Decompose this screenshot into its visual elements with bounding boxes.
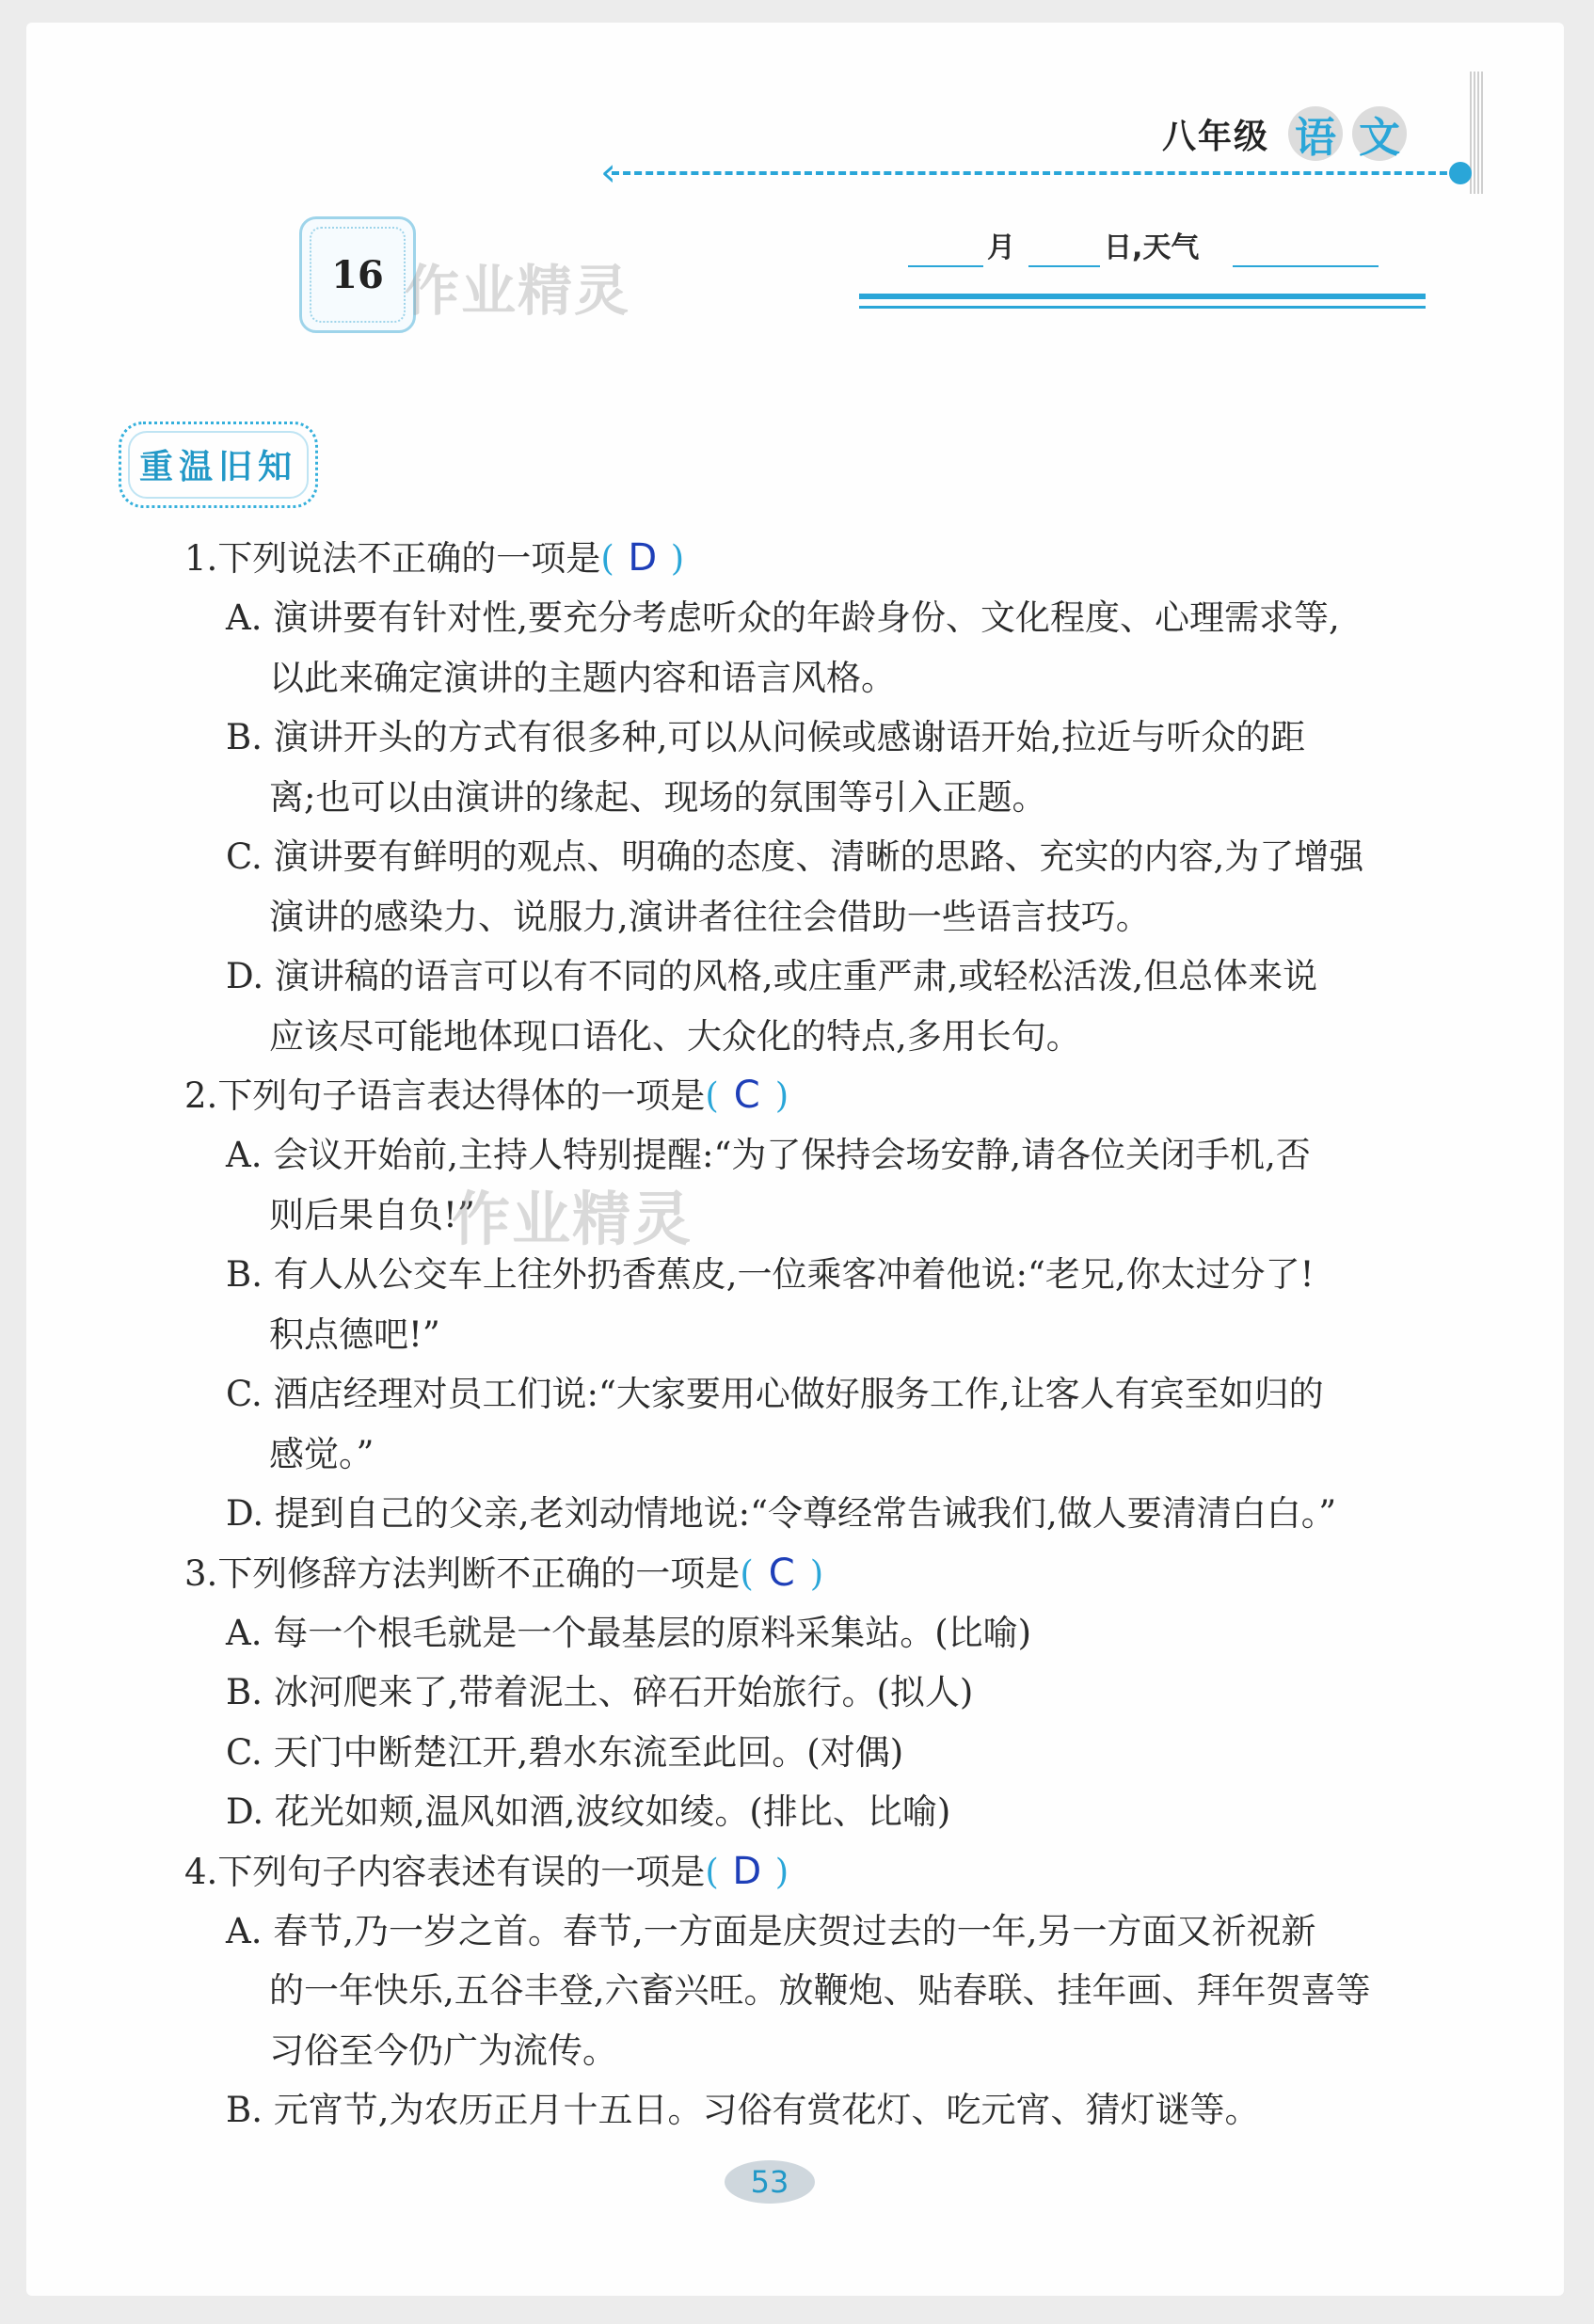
section-tag	[119, 422, 318, 508]
header-rule-thin	[859, 306, 1426, 309]
option-continuation: 感觉。”	[269, 1433, 375, 1474]
day-blank[interactable]	[1028, 265, 1100, 267]
answer-paren-close: )	[774, 1851, 789, 1892]
option-line: B. 元宵节,为农历正月十五日。习俗有赏花灯、吃元宵、猜灯谜等。	[226, 2090, 1260, 2130]
question-number: 3.	[184, 1552, 218, 1594]
header-rule	[859, 294, 1426, 299]
page-edge-decoration	[1470, 72, 1483, 194]
page-number: 53	[725, 2160, 815, 2204]
option-line: C. 演讲要有鲜明的观点、明确的态度、清晰的思路、充实的内容,为了增强	[226, 836, 1364, 877]
answer-paren-open: (	[600, 538, 614, 579]
arrow-left-icon: ‹	[600, 149, 616, 195]
option-line: C. 天门中断楚江开,碧水东流至此回。(对偶)	[226, 1731, 904, 1773]
question-text: 下列修辞方法判断不正确的一项是	[217, 1552, 741, 1594]
grade-subject-header	[1162, 105, 1407, 162]
day-weather-label: 日,天气	[1104, 231, 1200, 264]
answer-paren-open: (	[705, 1851, 719, 1892]
option-continuation: 以此来确定演讲的主题内容和语言风格。	[269, 657, 896, 698]
question-stem	[184, 1544, 1455, 1603]
grade-label: 八年级	[1162, 117, 1270, 156]
question-text: 下列说法不正确的一项是	[217, 538, 601, 579]
subject-char-2: 文	[1352, 106, 1407, 161]
answer-field[interactable]: D	[628, 536, 658, 580]
question-stem	[184, 1842, 1455, 1902]
option-line: B. 演讲开头的方式有很多种,可以从问候或感谢语开始,拉近与听众的距	[226, 717, 1306, 757]
date-weather-field	[908, 224, 1379, 271]
answer-paren-close: )	[774, 1075, 789, 1116]
question-stem	[184, 529, 1455, 588]
answer-field[interactable]: D	[732, 1849, 762, 1893]
option-continuation: 积点德吧!”	[269, 1313, 440, 1355]
answer-paren-close: )	[809, 1552, 824, 1594]
question-number: 2.	[184, 1075, 218, 1116]
option-line: A. 会议开始前,主持人特别提醒:“为了保持会场安静,请各位关闭手机,否	[226, 1135, 1311, 1175]
option-line: A. 每一个根毛就是一个最基层的原料采集站。(比喻)	[226, 1612, 1032, 1653]
lesson-badge	[299, 216, 416, 333]
question-stem	[184, 1066, 1455, 1125]
question-number: 1.	[184, 538, 218, 579]
option-line: D. 花光如颊,温风如酒,波纹如绫。(排比、比喻)	[226, 1791, 951, 1832]
lesson-number: 16	[331, 252, 384, 297]
section-title: 重温旧知	[138, 448, 297, 486]
question-number: 4.	[184, 1851, 218, 1892]
dot-icon	[1449, 162, 1472, 184]
month-blank[interactable]	[908, 265, 983, 267]
answer-field[interactable]: C	[733, 1074, 760, 1117]
option-line: A. 演讲要有针对性,要充分考虑听众的年龄身份、文化程度、心理需求等,	[226, 597, 1340, 638]
option-continuation: 则后果自负!”	[269, 1194, 475, 1235]
month-label: 月	[987, 231, 1015, 264]
option-line: C. 酒店经理对员工们说:“大家要用心做好服务工作,让客人有宾至如归的	[226, 1374, 1324, 1414]
header-dashed-line	[612, 171, 1459, 175]
option-continuation: 习俗至今仍广为流传。	[269, 2030, 617, 2071]
option-continuation: 离;也可以由演讲的缘起、现场的氛围等引入正题。	[269, 776, 1047, 818]
watermark: 作业精灵	[405, 259, 631, 323]
watermark: 作业精灵	[452, 1185, 693, 1253]
answer-paren-open: (	[705, 1075, 719, 1116]
question-text: 下列句子语言表达得体的一项是	[217, 1075, 706, 1116]
option-line: D. 演讲稿的语言可以有不同的风格,或庄重严肃,或轻松活泼,但总体来说	[226, 956, 1318, 996]
weather-blank[interactable]	[1233, 265, 1379, 267]
answer-paren-close: )	[670, 538, 685, 579]
option-line: B. 有人从公交车上往外扔香蕉皮,一位乘客冲着他说:“老兄,你太过分了!	[226, 1254, 1315, 1295]
option-continuation: 的一年快乐,五谷丰登,六畜兴旺。放鞭炮、贴春联、挂年画、拜年贺喜等	[269, 1970, 1371, 2011]
option-line: D. 提到自己的父亲,老刘动情地说:“令尊经常告诫我们,做人要清清白白。”	[226, 1493, 1337, 1534]
question-list	[184, 529, 1455, 2141]
question-text: 下列句子内容表述有误的一项是	[217, 1851, 706, 1892]
answer-paren-open: (	[740, 1552, 754, 1594]
subject-char-1: 语	[1288, 106, 1343, 161]
option-line: A. 春节,乃一岁之首。春节,一方面是庆贺过去的一年,另一方面又祈祝新	[226, 1910, 1316, 1951]
answer-field[interactable]: C	[768, 1551, 795, 1595]
option-line: B. 冰河爬来了,带着泥土、碎石开始旅行。(拟人)	[226, 1672, 974, 1712]
option-continuation: 应该尽可能地体现口语化、大众化的特点,多用长句。	[269, 1015, 1081, 1057]
option-continuation: 演讲的感染力、说服力,演讲者往往会借助一些语言技巧。	[269, 896, 1151, 937]
